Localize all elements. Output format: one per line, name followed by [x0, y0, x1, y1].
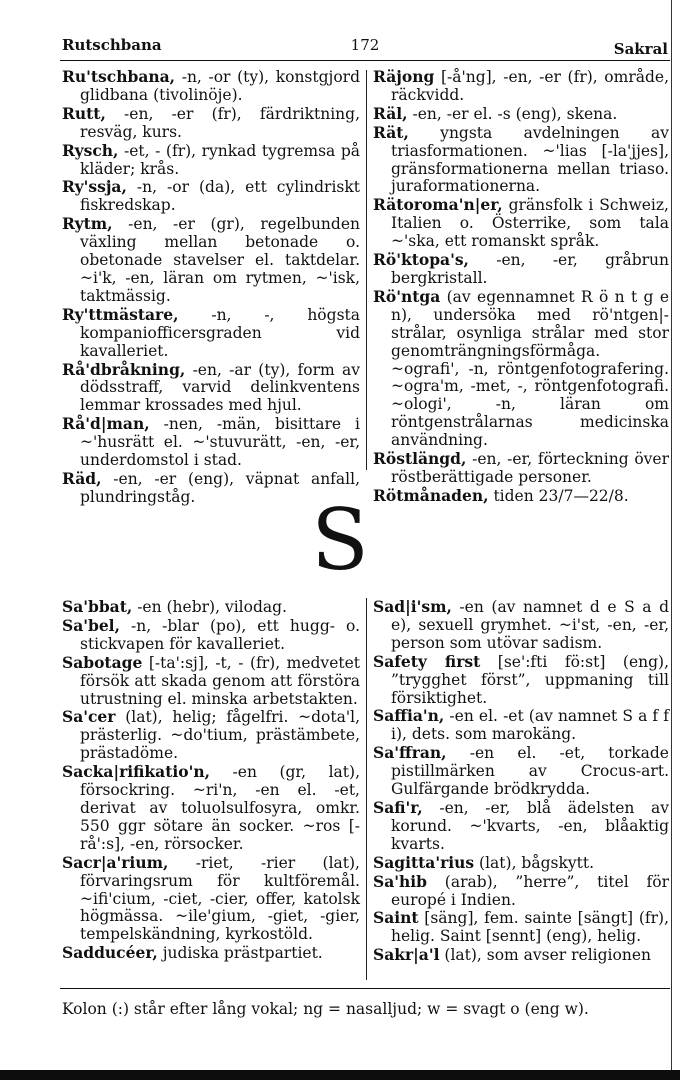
entry-definition: -en, -ar (ty), form av dödsstraff, varvid delinkventens lemmar krossades med hjul. — [80, 360, 360, 415]
column-bottom-right — [373, 598, 669, 965]
entry-definition: -en (gr, lat), försockring. ~ri'n, -en el. -et, derivat av toluolsulfosyra, omkr. 550 ggr sötare än socker. ~ros [-rå':s], -en, rörsocker. — [80, 763, 360, 853]
dictionary-entry — [373, 288, 669, 450]
entry-headword: Rå'd|man, — [62, 414, 150, 434]
entry-headword: Sakr|a'l — [373, 945, 440, 965]
dictionary-entry — [62, 68, 360, 105]
column-top-left — [62, 68, 360, 507]
entry-definition: judiska prästpartiet. — [157, 944, 323, 963]
dictionary-entry — [62, 854, 360, 945]
entry-headword: Sa'cer — [62, 707, 116, 727]
dictionary-entry — [373, 946, 669, 965]
entry-definition: -en, -er (eng), väpnat anfall, plundringståg. — [80, 469, 360, 506]
entry-definition: -en, -er, gråbrun bergkristall. — [391, 251, 669, 287]
entry-definition: -en el. -et, torkade pistillmärken av Crocus-art. Gulfärgande brödkrydda. — [391, 744, 669, 799]
column-divider-top — [366, 70, 367, 470]
entry-headword: Rutt, — [62, 103, 106, 123]
entry-definition: -en el. -et (av namnet S a f f i), dets. som marokäng. — [391, 707, 669, 744]
section-letter: S — [311, 491, 369, 589]
column-top-right — [373, 68, 669, 506]
dictionary-entry — [373, 450, 669, 487]
entry-definition: -en (av namnet d e S a d e), sexuell grymhet. ~i'st, -en, -er, person som utövar sadism. — [391, 598, 669, 652]
entry-headword: Safety first — [373, 651, 481, 671]
entry-headword: Räd, — [62, 468, 102, 488]
dictionary-entry — [62, 178, 360, 215]
entry-headword: Saffia'n, — [373, 706, 445, 726]
dictionary-entry — [62, 763, 360, 854]
entry-headword: Ry'ssja, — [62, 177, 127, 197]
dictionary-entry — [373, 854, 669, 873]
entry-definition: -n, -, högsta kompaniofficersgraden vid kavalleriet. — [80, 305, 360, 360]
entry-definition: tiden 23/7—22/8. — [488, 486, 629, 505]
dictionary-entry — [62, 142, 360, 179]
header-rule — [60, 60, 670, 61]
dictionary-entry — [62, 598, 360, 617]
entry-headword: Rytm, — [62, 214, 113, 234]
entry-headword: Rö'ktopa's, — [373, 250, 469, 270]
dictionary-entry — [62, 944, 360, 963]
column-divider-bottom — [366, 598, 367, 980]
entry-definition: -en, -er, blå ädelsten av korund. ~'kvarts, -en, blåaktig kvarts. — [391, 798, 669, 853]
entry-definition: -et, - (fr), rynkad tygremsa på kläder; krås. — [80, 141, 360, 178]
entry-definition: -en, -er (fr), färdriktning, resväg, kurs. — [80, 104, 360, 141]
entry-headword: Räl, — [373, 103, 408, 123]
entry-definition: (arab), ”herre”, titel för europé i Indien. — [391, 872, 669, 909]
running-head-left: Rutschbana — [62, 36, 162, 54]
entry-definition: [se':fti fö:st] (eng), ”trygghet först”, uppmaning till försiktighet. — [391, 652, 670, 707]
entry-definition: [säng], fem. sainte [sängt] (fr), helig. Saint [sennt] (eng), helig. — [391, 909, 669, 946]
dictionary-entry — [373, 196, 669, 251]
entry-headword: Safi'r, — [373, 797, 423, 817]
entry-headword: Sadducéer, — [62, 943, 158, 963]
entry-headword: Rö'ntga — [373, 286, 441, 306]
entry-headword: Sacr|a'rium, — [62, 852, 169, 872]
entry-definition: (av egennamnet R ö n t g e n), undersöka med rö'ntgen|-strålar, osynliga strålar med stor genomträngningsförmåga. ~ografi', -n, röntgenfotografering. ~ogra'm, -met, -, röntgenfotografi. ~ologi', -n, läran om röntgenstrålarnas medicinska användning. — [391, 287, 669, 450]
entry-headword: Rå'dbråkning, — [62, 359, 186, 379]
entry-headword: Sad|i'sm, — [373, 597, 452, 616]
entry-definition: gränsfolk i Schweiz, Italien o. Österrike, som tala ~'ska, ett romanskt språk. — [391, 196, 669, 251]
dictionary-entry — [373, 105, 669, 124]
dictionary-entry — [373, 598, 669, 653]
dictionary-entry — [62, 654, 360, 709]
dictionary-entry — [373, 707, 669, 744]
entry-definition: -en (hebr), vilodag. — [132, 598, 287, 616]
entry-headword: Sagitta'rius — [373, 852, 475, 872]
entry-headword: Rötmånaden, — [373, 485, 489, 505]
entry-definition: -en, -er, förteckning över röstberättigade personer. — [391, 450, 669, 486]
entry-definition: [-ta':sj], -t, - (fr), medvetet försök att skada genom att förstöra utrustning el. minska arbetstakten. — [80, 653, 360, 708]
dictionary-entry — [62, 415, 360, 470]
entry-headword: Sabotage — [62, 652, 143, 672]
entry-headword: Räjong — [373, 67, 435, 86]
dictionary-entry — [373, 799, 669, 854]
entry-definition: -nen, -män, bisittare i ~'husrätt el. ~'stuvurätt, -en, -er, underdomstol i stad. — [80, 415, 360, 470]
dictionary-entry — [373, 909, 669, 946]
footer-rule — [60, 988, 670, 989]
entry-definition: (lat), bågskytt. — [474, 853, 595, 872]
entry-headword: Sa'hib — [373, 871, 427, 891]
entry-headword: Ru'tschbana, — [62, 67, 176, 86]
dictionary-entry — [373, 124, 669, 197]
dictionary-entry — [373, 744, 669, 799]
entry-definition: (lat), helig; fågelfri. ~dota'l, prästerlig. ~do'tium, prästämbete, prästadöme. — [80, 708, 360, 763]
entry-definition: -en, -er (gr), regelbunden växling mellan betonade o. obetonade stavelser el. taktdelar. ~i'k, -en, läran om rytmen, ~'isk, taktmässig. — [80, 215, 360, 305]
dictionary-entry — [373, 68, 669, 105]
dictionary-entry — [62, 361, 360, 416]
entry-headword: Rätoroma'n|er, — [373, 195, 503, 215]
entry-headword: Saint — [373, 908, 419, 928]
entry-definition: (lat), som avser religionen — [439, 946, 651, 965]
column-bottom-left — [62, 598, 360, 963]
dictionary-entry — [62, 306, 360, 361]
running-head — [62, 36, 668, 58]
dictionary-entry — [62, 215, 360, 306]
entry-definition: [-å'ng], -en, -er (fr), område, räckvidd. — [391, 68, 669, 104]
entry-definition: -en, -er el. -s (eng), skena. — [407, 104, 618, 123]
entry-definition: yngsta avdelningen av triasformationen. ~'lias [-la'jjes], gränsformationerna mellan triaso. juraformationerna. — [391, 123, 669, 196]
entry-definition: -riet, -rier (lat), förvaringsrum för kultföremål. ~ifi'cium, -ciet, -cier, offer, katolsk högmässa. ~ile'gium, -giet, -gier, tempelskändning, kyrkostöld. — [80, 853, 360, 944]
dictionary-entry — [373, 873, 669, 910]
scan-bottom-edge — [0, 1070, 680, 1080]
entry-headword: Sa'bel, — [62, 615, 120, 635]
entry-headword: Sa'bbat, — [62, 597, 133, 616]
entry-definition: -n, -or (da), ett cylindriskt fiskredskap. — [80, 178, 360, 215]
dictionary-entry — [62, 617, 360, 654]
dictionary-entry — [62, 708, 360, 763]
entry-headword: Sa'ffran, — [373, 743, 447, 763]
entry-headword: Ry'ttmästare, — [62, 304, 179, 324]
entry-headword: Sacka|rifikatio'n, — [62, 762, 210, 782]
entry-headword: Rysch, — [62, 140, 119, 160]
entry-headword: Röstlängd, — [373, 449, 467, 469]
entry-headword: Rät, — [373, 122, 409, 142]
dictionary-entry — [373, 251, 669, 288]
pronunciation-footnote: Kolon (:) står efter lång vokal; ng = nasalljud; w = svagt o (eng w). — [62, 1000, 589, 1018]
page-number: 172 — [350, 36, 380, 54]
entry-definition: -n, -blar (po), ett hugg- o. stickvapen för kavalleriet. — [80, 616, 360, 653]
running-head-right: Sakral — [613, 40, 668, 58]
dictionary-entry — [62, 105, 360, 142]
page-edge — [671, 0, 672, 1080]
entry-definition: -n, -or (ty), konstgjord glidbana (tivolinöje). — [80, 68, 360, 104]
dictionary-entry — [373, 653, 669, 708]
